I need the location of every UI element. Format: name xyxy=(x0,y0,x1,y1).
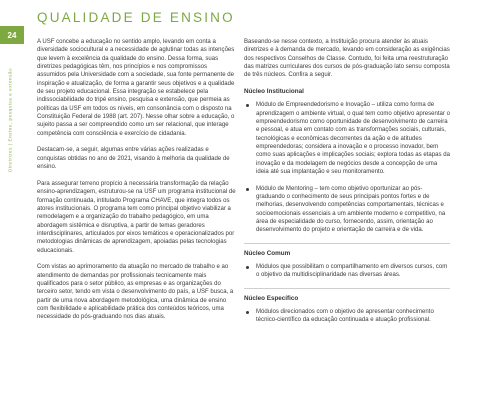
section-heading-institucional: Núcleo Institucional xyxy=(244,88,304,96)
list-especifico xyxy=(244,308,450,325)
section-side-label: Diretrizes | Ensino, pesquisa e extensão xyxy=(7,67,13,172)
left-column xyxy=(37,38,237,330)
paragraph: Com vistas ao aprimoramento da atuação no mercado de trabalho e ao atendimento de demandas por profissionais tecnicamente mais qualificados para o setor público, as empresas e as organizações do terceiro setor, tendo em vista o desenvolvimento do país, a USF busca, a partir de uma nova abordagem metodológica, uma dinâmica de ensino com flexibilidade e aplicabilidade prática dos conteúdos teóricos, uma necessidade do pós-graduando nos dias atuais. xyxy=(37,264,234,321)
paragraph: A USF concebe a educação no sentido amplo, levando em conta a diversidade sociocultural e a necessidade de aglutinar todas as intenções que levem à excelência da qualidade do ensino. Dessa forma, suas diretrizes pedagógicas têm, nos princípios e nos compromissos assumidos pela Universidade com a sociedade, sua fonte permanente de inspiração e atualização, de forma a garantir seus objetivos e a qualidade de seu projeto educacional. Essa integração se estabelece pela indissociabilidade do tripé ensino, pesquisa e extensão, que permeia as políticas da USF em todos os níveis, em consonância com o disposto na Constituição Federal de 1988 (art. 207). Nesse olhar sobre a educação, o sujeito passa a ser compreendido como um ser relacional, que interage competência com consciência e exercício de cidadania. xyxy=(37,39,235,137)
paragraph: Destacam-se, a seguir, algumas entre várias ações realizadas e conquistas obtidas no ano de 2021, visando à melhoria da qualidade de ensino. xyxy=(37,147,230,171)
intro-paragraph: Baseando-se nesse contexto, a Instituição procura atender às atuais diretrizes e à demanda de mercado, levando em consideração as exigências dos respectivos Conselhos de Classe. Contudo, foi feita uma reestruturação das matrizes curriculares dos cursos de pós-graduação lato sensu composta de três núcleos. Confira a seguir. xyxy=(244,39,450,79)
list-institucional xyxy=(244,101,450,234)
divider xyxy=(244,243,450,244)
list-item: Módulos direcionados com o objetivo de apresentar conhecimento técnico-científico da educação continuada e atuação profissional. xyxy=(244,308,450,325)
list-item: Módulo de Empreendedorismo e Inovação – utiliza como forma de aprendizagem o ambiente virtual, o qual tem como objetivo apresentar o empreendedorismo como oportunidade de desenvolvimento de carreira e pessoal, e atua em contato com as transformações sociais, culturais, tecnológicas e econômicas decorrentes da ação e de atitudes empreendedoras; considera a inovação e o processo inovador, bem como suas aplicações e implicações sociais; explora todas as etapas da inovação e da modelagem de negócios desde a concepção de uma ideia até sua implantação e seu monitoramento. xyxy=(244,101,450,176)
right-column xyxy=(244,38,450,333)
page-title: QUALIDADE DE ENSINO xyxy=(37,10,235,25)
paragraph: Para assegurar terreno propício à necessária transformação da relação ensino-aprendizagem, estruturou-se na USF um programa institucional de formação continuada, intitulado Programa CHAVE, que integra todos os atores institucionais. O programa tem como principal objetivo viabilizar a remodelagem e a organização do trabalho pedagógico, em uma abordagem sistêmica e disruptiva, a partir de temas geradores interdisciplinares, articulados por eixos temáticos e operacionalizados por metodologias dinâmicas de aprendizagem, apoiadas pelas tecnologias educacionais. xyxy=(37,180,236,254)
list-item: Módulo de Mentoring – tem como objetivo oportunizar ao pós-graduando o conhecimento de seus principais pontos fortes e de melhorias, desenvolvendo competências comportamentais, técnicas e socioemocionais essenciais a um ambiente moderno e competitivo, na área de especialidade do curso, fornecendo, assim, orientação ao desenvolvimento do projeto e orientação de carreira e de vida. xyxy=(244,185,450,235)
divider xyxy=(244,288,450,289)
list-item: Módulos que possibilitam o compartilhamento em diversos cursos, com o objetivo da multidisciplinaridade nas diversas áreas. xyxy=(244,263,450,280)
section-heading-especifico: Núcleo Específico xyxy=(244,294,299,302)
section-heading-comum: Núcleo Comum xyxy=(244,249,291,257)
page-number: 24 xyxy=(0,26,24,44)
list-comum xyxy=(244,263,450,280)
